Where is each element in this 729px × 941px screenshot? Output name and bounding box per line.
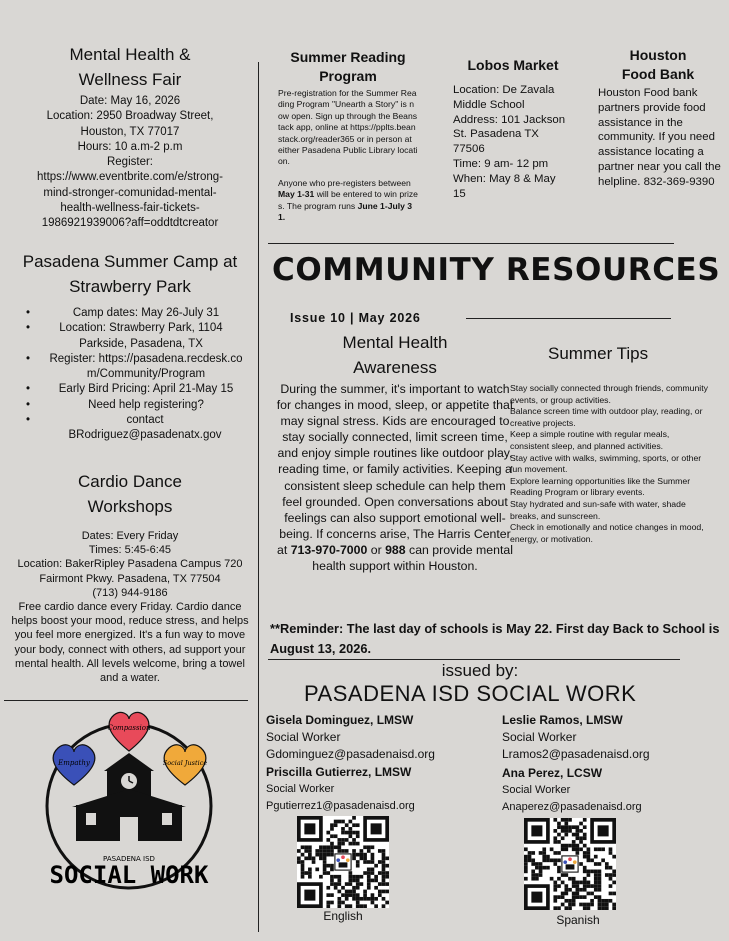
summer-reading-paragraph: Pre-registration for the Summer Reading Program "Unearth a Story" is now open. Sign up through the Beanstack app, online at https://pplts.beanstack.org/reader365 or in person at either Pasadena Public Library location. [278, 88, 418, 167]
awareness-section [274, 330, 516, 574]
left-divider [4, 700, 248, 701]
summer-camp-list [22, 306, 248, 444]
fair-location: Location: 2950 Broadway Street, [46, 110, 214, 123]
staff-email[interactable]: Pgutierrez1@pasadenaisd.org [266, 800, 415, 812]
awareness-text: During the summer, it's important to watch for changes in mood, sleep, or appetite that may signal stress. Kids are encouraged to stay socially connected, limit screen time, and enjoy simple routines like outdoor play, reading time, or family activities. Keeping a consistent sleep schedule can help them feel grounded. Open conversations about feelings can also support emotional well-being. If concerns arise, The Harris Center at [276, 382, 514, 557]
summer-reading-text [278, 88, 418, 223]
staff-role: Social Worker [266, 783, 335, 795]
lobos-market-section [453, 56, 583, 201]
lobos-when: When: May 8 & May [453, 172, 556, 185]
page-title: COMMUNITY RESOURCES [272, 252, 721, 288]
list-item: • Camp dates: May 26-July 31 [22, 306, 248, 321]
wellness-fair-title: Mental Health & Wellness Fair [69, 45, 191, 89]
qr-label-english: English [323, 909, 363, 923]
lobos-address: Address: 101 Jackson [453, 113, 566, 126]
staff-name: Ana Perez, LCSW [502, 766, 603, 780]
column-divider [258, 62, 259, 932]
list-item: Keep a simple routine with regular meals, consistent sleep, and planned activities. [510, 429, 670, 451]
summer-camp-title: Pasadena Summer Camp at Strawberry Park [22, 252, 238, 296]
cardio-dance-section [6, 469, 254, 685]
prizes-text: Anyone who pre-registers between [278, 177, 411, 188]
list-item: • Need help registering? [22, 398, 248, 413]
heart-icon [163, 745, 208, 785]
logo-big-text: SOCIAL WORK [49, 861, 209, 889]
fair-register-link[interactable]: https://www.eventbrite.com/e/strong- [37, 171, 223, 184]
logo-small-text: PASADENA ISD [103, 855, 155, 863]
cardio-dance-title: Cardio Dance Workshops [78, 472, 182, 516]
summer-tips-title: Summer Tips [548, 344, 649, 363]
heart-icon [107, 712, 151, 751]
awareness-text: or [367, 542, 386, 557]
list-item: • contact BRodriguez@pasadenatx.gov [22, 413, 248, 444]
issue-label: Issue 10 | May 2026 [290, 311, 421, 325]
heart-label-empathy: Empathy [58, 759, 90, 767]
qr-label-spanish: Spanish [556, 913, 600, 927]
lobos-when: 15 [453, 187, 466, 200]
list-item: Check in emotionally and notice changes in mood, energy, or motivation. [510, 522, 704, 544]
prizes-dates: May 1-31 [278, 189, 315, 200]
staff-name: Leslie Ramos, LMSW [502, 713, 623, 727]
summer-camp-section [6, 249, 254, 299]
staff-role: Social Worker [266, 730, 341, 744]
fair-register-link[interactable]: health-wellness-fair-tickets- [60, 202, 200, 215]
list-item: Stay hydrated and sun-safe with water, shade breaks, and sunscreen. [510, 498, 686, 521]
lobos-time: Time: 9 am- 12 pm [453, 157, 549, 170]
fair-register-link[interactable]: 1986921939006?aff=oddtdtcreator [41, 217, 219, 230]
awareness-body [274, 381, 516, 574]
list-item: Balance screen time with outdoor play, reading, or creative projects. [510, 406, 703, 428]
food-bank-section [598, 46, 723, 190]
staff-name: Priscilla Gutierrez, LMSW [266, 765, 412, 779]
awareness-title: Mental Health Awareness [342, 333, 448, 377]
dance-location: Location: BakerRipley Pasadena Campus 720 [17, 558, 243, 571]
crisis-line-phone: 988 [385, 542, 406, 557]
issued-by-org: PASADENA ISD SOCIAL WORK [304, 681, 637, 706]
qr-code-spanish[interactable] [524, 818, 616, 910]
list-item: • Early Bird Pricing: April 21-May 15 [22, 382, 248, 397]
fair-location-city: Houston, TX 77017 [80, 125, 180, 138]
social-work-logo [34, 703, 224, 893]
heart-label-compassion: Compassion [107, 724, 151, 732]
heart-label-social-justice: Social Justice [162, 759, 208, 767]
list-item: • Location: Strawberry Park, 1104 Parkside, Pasadena, TX [22, 321, 248, 352]
lobos-market-details [453, 83, 583, 201]
list-item [22, 352, 248, 383]
summer-tips-list [510, 383, 708, 545]
program-dates: June 1-July 31. [278, 200, 413, 223]
dance-location-address: Fairmont Pkwy. Pasadena, TX 77504 [39, 572, 221, 585]
food-bank-text: Houston Food bank partners provide food assistance in the community. If you need assistance locating a partner near you call the helpline. 832-369-9390 [598, 87, 721, 188]
staff-contact [502, 765, 722, 816]
staff-contact [502, 712, 722, 763]
top-divider [268, 243, 674, 244]
dance-phone: (713) 944-9186 [92, 586, 168, 599]
staff-email[interactable]: Anaperez@pasadenaisd.org [502, 801, 642, 813]
qr-code-english[interactable] [297, 816, 389, 908]
staff-role: Social Worker [502, 730, 577, 744]
cardio-dance-details [6, 529, 254, 685]
fair-register-label: Register: [106, 156, 154, 169]
staff-email[interactable]: Gdominguez@pasadenaisd.org [266, 747, 435, 761]
lobos-address: St. Pasadena TX [453, 128, 539, 141]
food-bank-title: Houston Food Bank [621, 47, 695, 82]
reminder-text: **Reminder: The last day of schools is May 22. First day Back to School is August 13, 2026. [270, 621, 720, 656]
staff-contact [266, 712, 491, 763]
staff-role: Social Worker [502, 784, 571, 796]
fair-hours: Hours: 10 a.m-2 p.m [77, 140, 183, 153]
staff-email[interactable]: Lramos2@pasadenaisd.org [502, 747, 650, 761]
dance-dates: Dates: Every Friday [81, 530, 179, 542]
summer-reading-prizes [278, 178, 418, 224]
lobos-location: Location: De Zavala [453, 84, 555, 96]
staff-name: Gisela Dominguez, LMSW [266, 713, 414, 727]
prizes-text: will be entered to win prizes. The program runs [278, 189, 418, 211]
fair-date: Date: May 16, 2026 [79, 95, 181, 107]
heart-icon [53, 745, 95, 785]
list-item: Stay active with walks, swimming, sports, or other fun movement. [510, 452, 702, 475]
summer-reading-section [278, 48, 418, 223]
wellness-fair-details [6, 94, 254, 232]
list-item: Explore learning opportunities like the Summer Reading Program or library events. [510, 475, 691, 498]
lobos-market-title: Lobos Market [467, 57, 559, 73]
dance-times: Times: 5:45-6:45 [88, 544, 172, 557]
staff-contact [266, 764, 491, 815]
dance-description: Free cardio dance every Friday. Cardio dance helps boost your mood, reduce stress, and helps you feel more energized. It's a fun way to move your body, connect with others, ad support your mental health. All levels welcome, bring a towel and a water. [11, 601, 249, 685]
harris-center-phone: 713-970-7000 [290, 542, 368, 557]
list-item: Stay socially connected through friends, community events, or group activities. [510, 383, 708, 405]
lobos-location: Middle School [453, 98, 525, 111]
summer-reading-title: Summer Reading Program [290, 49, 406, 84]
issue-divider [466, 318, 671, 319]
camp-register-link[interactable]: Register: https://pasadena.recdesk.com/Community/Program [49, 352, 243, 381]
wellness-fair-section [6, 42, 254, 232]
fair-register-link[interactable]: mind-stronger-comunidad-mental- [43, 186, 217, 199]
awareness-text: can provide mental health support within Houston. [312, 542, 513, 574]
issued-by-label: issued by: [441, 661, 519, 680]
lobos-address: 77506 [453, 143, 485, 156]
